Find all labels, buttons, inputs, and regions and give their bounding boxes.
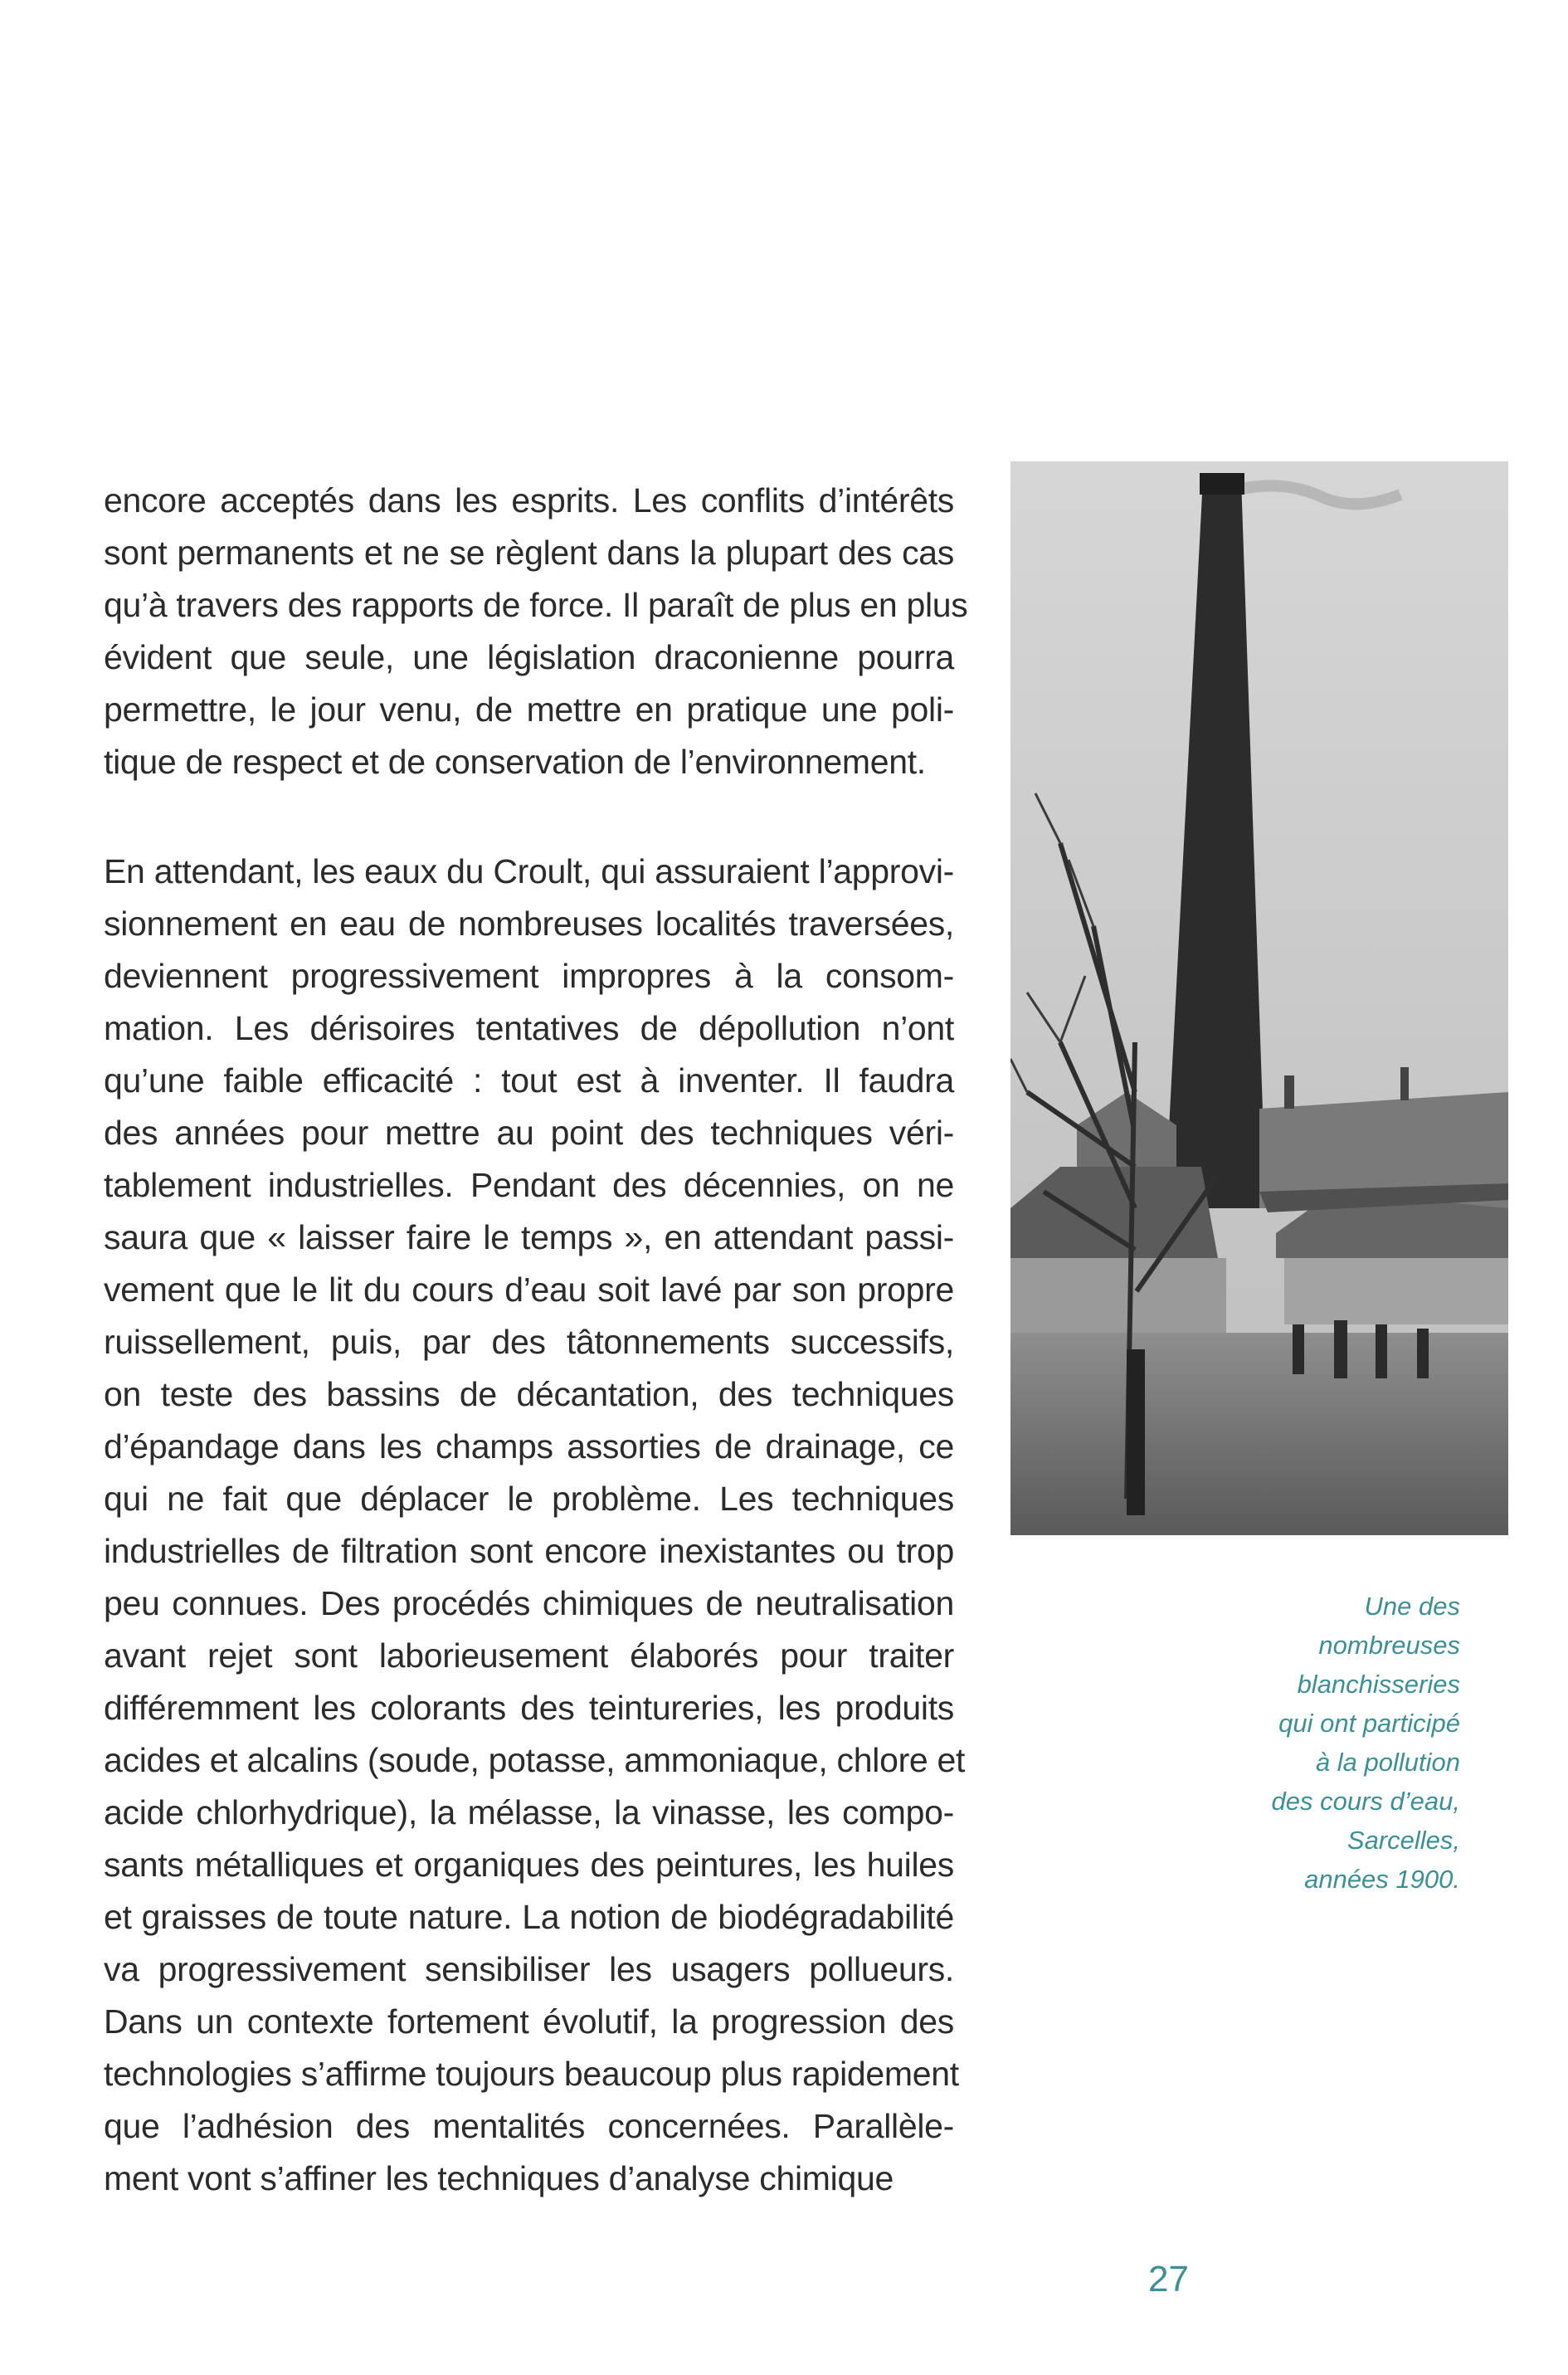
text-line: industrielles de filtration sont encore inexistantes ou trop [104,1532,954,1570]
laundry-chimney-photo [1010,461,1508,1535]
caption-line: Une des [1364,1592,1460,1621]
text-line: qu’à travers des rapports de force. Il paraît de plus en plus [104,586,968,624]
text-line: Dans un contexte fortement évolutif, la progression des [104,2002,954,2041]
caption-line: blanchisseries [1297,1670,1460,1699]
text-line: et graisses de toute nature. La notion de biodégradabilité [104,1898,954,1936]
text-line: avant rejet sont laborieusement élaborés pour traiter [104,1636,954,1675]
text-line: sont permanents et ne se règlent dans la plupart des cas [104,534,954,572]
text-line: saura que « laisser faire le temps », en attendant passi- [104,1218,954,1256]
caption-line: années 1900. [1304,1865,1460,1894]
text-line: qui ne fait que déplacer le problème. Les techniques [104,1480,954,1518]
text-line: vement que le lit du cours d’eau soit lavé par son propre [104,1270,954,1309]
text-line: d’épandage dans les champs assorties de drainage, ce [104,1427,954,1465]
photo-caption [1195,1587,1460,1899]
text-line: sants métalliques et organiques des peintures, les huiles [104,1846,954,1884]
text-line: que l’adhésion des mentalités concernées. Parallèle- [104,2107,954,2145]
text-line: des années pour mettre au point des techniques véri- [104,1114,954,1152]
text-line: deviennent progressivement impropres à la consom- [104,957,954,995]
text-line: acide chlorhydrique), la mélasse, la vinasse, les compo- [104,1793,954,1831]
paragraph-1 [104,475,968,788]
caption-line: à la pollution [1315,1748,1460,1777]
text-line: tablement industrielles. Pendant des décennies, on ne [104,1166,954,1204]
text-line: ment vont s’affiner les techniques d’analyse chimique [104,2159,894,2197]
text-line: évident que seule, une législation draconienne pourra [104,638,954,676]
text-line: ruissellement, puis, par des tâtonnements successifs, [104,1323,954,1361]
caption-line: Sarcelles, [1346,1826,1460,1855]
paragraph-2 [104,846,966,2205]
text-line: acides et alcalins (soude, potasse, ammoniaque, chlore et [104,1741,966,1779]
caption-line: qui ont participé [1278,1709,1460,1738]
caption-line: nombreuses [1318,1631,1460,1660]
text-line: technologies s’affirme toujours beaucoup plus rapidement [104,2055,959,2093]
text-line: sionnement en eau de nombreuses localités traversées, [104,905,954,943]
text-line: En attendant, les eaux du Croult, qui assuraient l’approvi- [104,852,954,890]
text-line: peu connues. Des procédés chimiques de neutralisation [104,1584,954,1622]
text-line: tique de respect et de conservation de l’environnement. [104,743,926,781]
text-line: encore acceptés dans les esprits. Les conflits d’intérêts [104,481,954,519]
text-line: va progressivement sensibiliser les usagers pollueurs. [104,1950,954,1988]
text-line: différemment les colorants des teintureries, les produits [104,1689,954,1727]
text-line: mation. Les dérisoires tentatives de dépollution n’ont [104,1009,954,1047]
page-number: 27 [1148,2259,1189,2299]
text-line: qu’une faible efficacité : tout est à inventer. Il faudra [104,1061,954,1100]
body-text [104,475,968,2205]
text-line: on teste des bassins de décantation, des techniques [104,1375,954,1413]
text-line: permettre, le jour venu, de mettre en pratique une poli- [104,690,954,729]
caption-line: des cours d’eau, [1271,1787,1460,1816]
